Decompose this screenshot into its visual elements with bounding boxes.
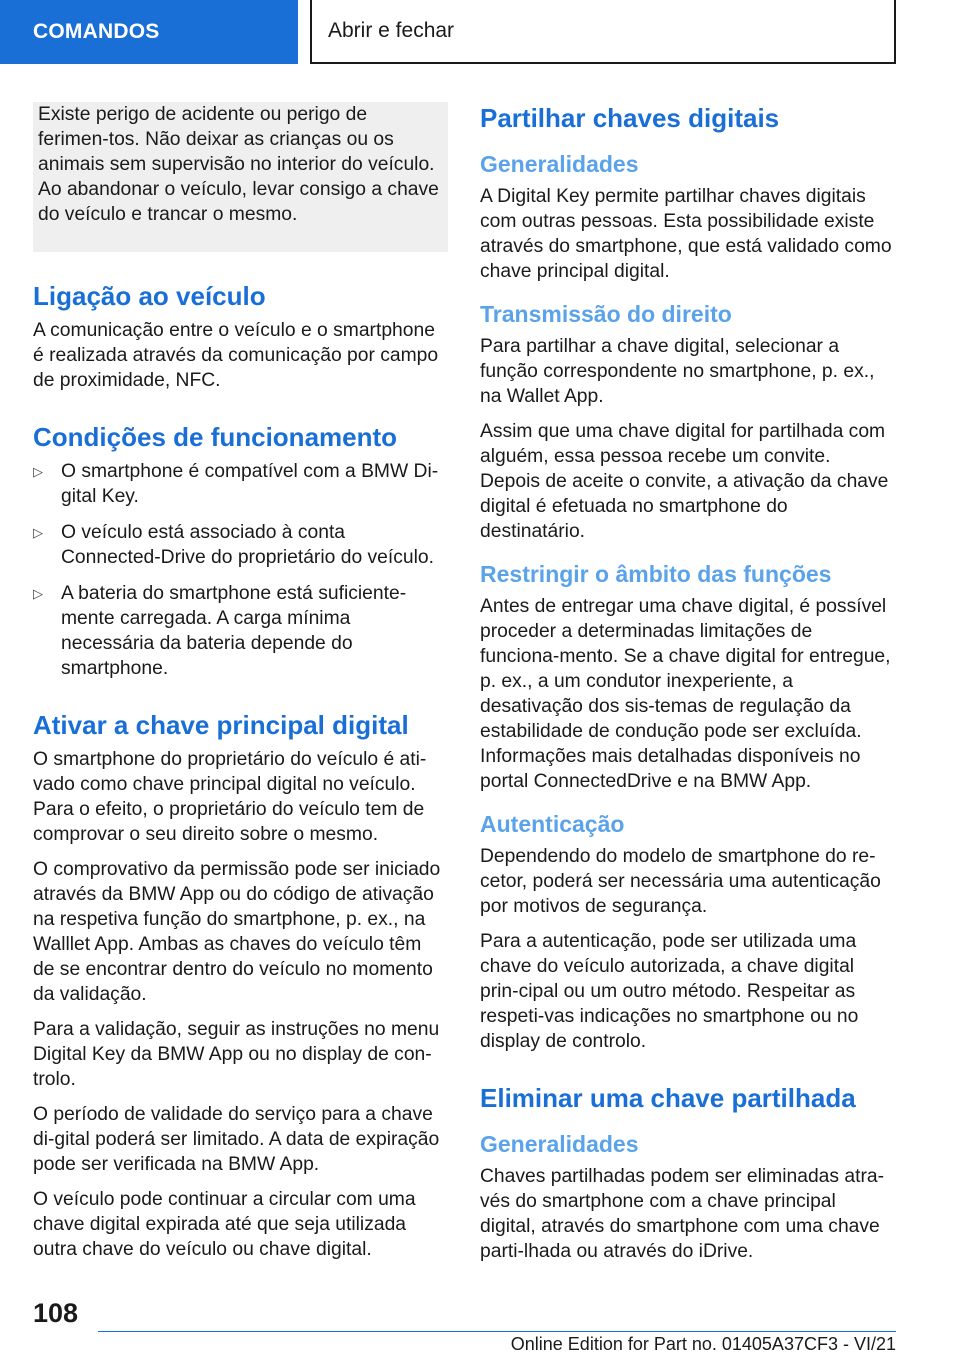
footer-divider — [98, 1331, 896, 1332]
list-item: ▷ A bateria do smartphone está suficiente-mente carregada. A carga mínima necessária da bateria depende do smartphone. — [33, 583, 407, 679]
ativar-paragraph: Para a validação, seguir as instruções no menu Digital Key da BMW App ou no display de con-trolo. — [33, 1019, 440, 1090]
autenticacao-text: Para a autenticação, pode ser utilizada uma chave do veículo autorizada, a chave digital prin-cipal ou um outro método. Respeitar as respeti-vas indicações no smartphone ou no display de controlo. — [480, 931, 859, 1052]
ativar-paragraph: O smartphone do proprietário do veículo é ati-vado como chave principal digital no veículo. Para o efeito, o proprietário do veículo tem de comprovar o seu direito sobre o mesmo. — [33, 749, 427, 845]
header-topic: Abrir e fechar — [310, 0, 896, 64]
ativar-paragraph: O comprovativo da permissão pode ser iniciado através da BMW App ou do código de ativação na respetiva função do smartphone, p. ex., na Walllet App. Ambas as chaves do veículo têm de se encontrar dentro do veículo no momento da validação. — [33, 859, 441, 1005]
warning-box — [33, 102, 448, 252]
right-column — [480, 102, 895, 1274]
page-number: 108 — [33, 1298, 79, 1328]
warning-text: Existe perigo de acidente ou perigo de ferimen-tos. Não deixar as crianças ou os animais sem supervisão no interior do veículo. Ao abandonar o veículo, levar consigo a chave do veículo e trancar o mesmo. — [38, 104, 439, 225]
ativar-paragraph: O veículo pode continuar a circular com uma chave digital expirada até que seja utilizada outra chave do veículo ou chave digital. — [33, 1189, 416, 1260]
heading-partilhar: Partilhar chaves digitais — [480, 103, 780, 133]
heading-ativar: Ativar a chave principal digital — [33, 710, 409, 740]
transmissao-text: Para partilhar a chave digital, selecionar a função correspondente no smartphone, p. ex., na Wallet App. — [480, 336, 875, 407]
ativar-paragraph: O período de validade do serviço para a chave di-gital poderá ser limitado. A data de expiração pode ser verificada na BMW App. — [33, 1104, 440, 1175]
heading-ligacao: Ligação ao veículo — [33, 281, 266, 311]
triangle-bullet-icon: ▷ — [33, 464, 43, 479]
autenticacao-text: Dependendo do modelo de smartphone do re-cetor, poderá ser necessária uma autenticação por motivos de segurança. — [480, 846, 881, 917]
eliminar-text: Chaves partilhadas podem ser eliminadas atra-vés do smartphone com a chave principal digital, através do smartphone com uma chave parti-lhada ou através do iDrive. — [480, 1166, 885, 1262]
triangle-bullet-icon: ▷ — [33, 525, 43, 540]
triangle-bullet-icon: ▷ — [33, 586, 43, 601]
subheading-generalidades: Generalidades — [480, 151, 639, 177]
list-item: ▷ O veículo está associado à conta Connected-Drive do proprietário do veículo. — [33, 522, 434, 568]
subheading-generalidades: Generalidades — [480, 1131, 639, 1157]
ligacao-text: A comunicação entre o veículo e o smartphone é realizada através da comunicação por campo de proximidade, NFC. — [33, 320, 439, 391]
header-section-tab: COMANDOS — [0, 0, 298, 64]
transmissao-text: Assim que uma chave digital for partilhada com alguém, essa pessoa recebe um convite. Depois de aceite o convite, a ativação da chave digital é efetuada no smartphone do destinatário. — [480, 421, 889, 542]
left-column — [33, 102, 448, 1272]
heading-eliminar: Eliminar uma chave partilhada — [480, 1083, 856, 1113]
subheading-restringir: Restringir o âmbito das funções — [480, 561, 832, 587]
subheading-autenticacao: Autenticação — [480, 811, 625, 837]
generalidades-text: A Digital Key permite partilhar chaves digitais com outras pessoas. Esta possibilidade existe através do smartphone, que está validado como chave principal digital. — [480, 186, 892, 282]
condicoes-list — [33, 459, 448, 681]
list-item: ▷ O smartphone é compatível com a BMW Di-gital Key. — [33, 461, 439, 507]
restringir-text: Antes de entregar uma chave digital, é possível proceder a determinadas limitações de funciona-mento. Se a chave digital for entregue, p. ex., a um condutor inexperiente, a desativação dos sis-temas de regulação da estabilidade de condução pode ser excluída. Informações mais detalhadas disponíveis no portal ConnectedDrive e na BMW App. — [480, 596, 891, 792]
heading-condicoes: Condições de funcionamento — [33, 422, 398, 452]
footer-edition: Online Edition for Part no. 01405A37CF3 - VI/21 — [510, 1334, 896, 1354]
subheading-transmissao: Transmissão do direito — [480, 301, 732, 327]
